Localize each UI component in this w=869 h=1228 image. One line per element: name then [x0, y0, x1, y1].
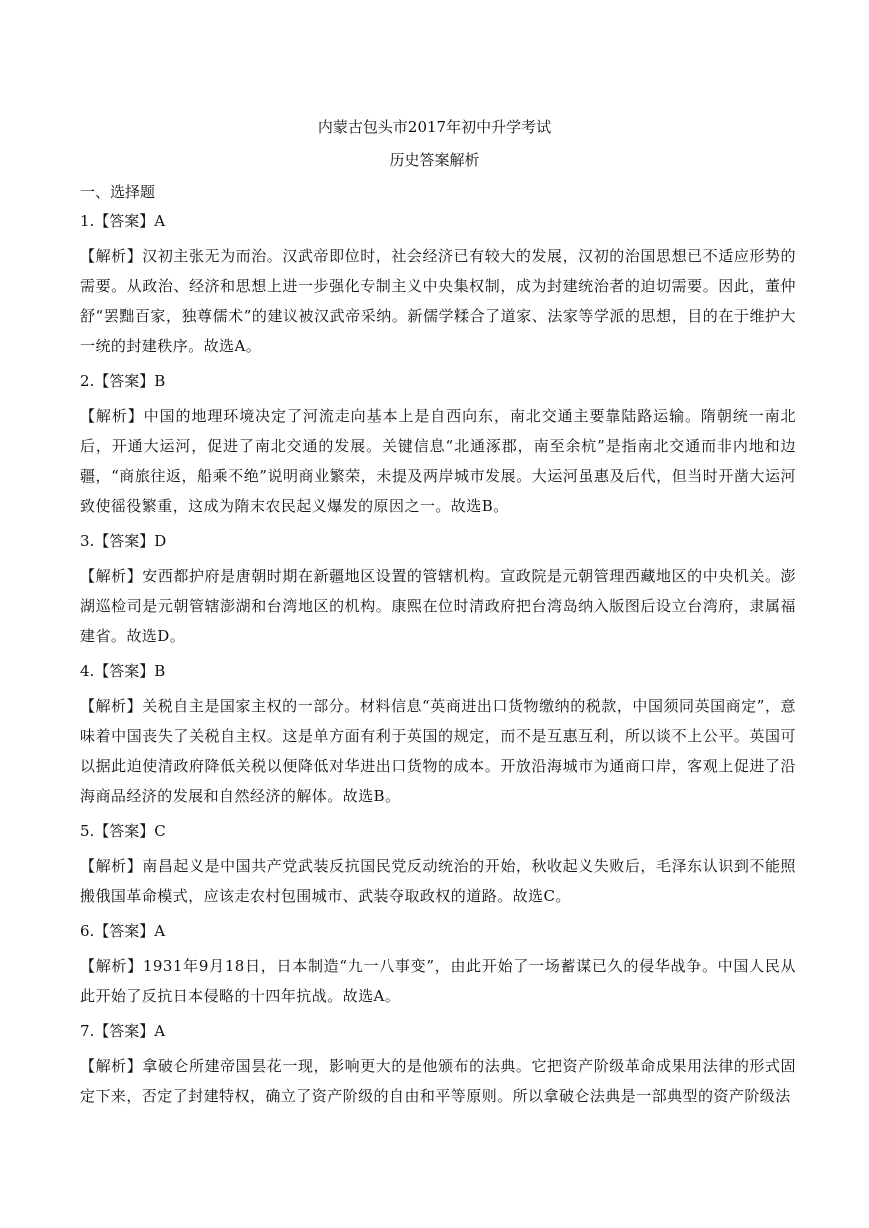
- explanation-paragraph: 【解析】中国的地理环境决定了河流走向基本上是自西向东，南北交通主要靠陆路运输。隋朝统一南北后，开通大运河，促进了南北交通的发展。关键信息“北通涿郡，南至余杭”是指南北交通而非内地和边疆，“商旅往返，船乘不绝”说明商业繁荣，未提及两岸城市发展。大运河虽惠及后代，但当时开凿大运河致使徭役繁重，这成为隋末农民起义爆发的原因之一。故选B。: [80, 407, 796, 515]
- explanation-paragraph: 【解析】拿破仑所建帝国昙花一现，影响更大的是他颁布的法典。它把资产阶级革命成果用法律的形式固定下来，否定了封建特权，确立了资产阶级的自由和平等原则。所以拿破仑法典是一部典型的资产阶级法: [80, 1057, 796, 1105]
- answer-line: 2.【答案】B: [80, 372, 166, 390]
- explanation-paragraph: 【解析】南昌起义是中国共产党武装反抗国民党反动统治的开始，秋收起义失败后，毛泽东认识到不能照搬俄国革命模式，应该走农村包围城市、武装夺取政权的道路。故选C。: [80, 857, 796, 905]
- section-heading: 一、选择题: [80, 183, 156, 201]
- document-subtitle: 历史答案解析: [389, 151, 480, 169]
- question-item: [80, 531, 796, 651]
- explanation-paragraph: 【解析】关税自主是国家主权的一部分。材料信息“英商进出口货物缴纳的税款，中国须同英国商定”，意味着中国丧失了关税自主权。这是单方面有利于英国的规定，而不是互惠互利，所以谈不上公平。英国可以据此迫使清政府降低关税以便降低对华进出口货物的成本。开放沿海城市为通商口岸，客观上促进了沿海商品经济的发展和自然经济的解体。故选B。: [80, 697, 796, 805]
- question-item: [80, 211, 796, 361]
- answer-line: 6.【答案】A: [80, 922, 166, 940]
- answer-line: 7.【答案】A: [80, 1022, 166, 1040]
- question-item: [80, 661, 796, 811]
- answer-line: 3.【答案】D: [80, 532, 167, 550]
- question-item: [80, 1021, 796, 1111]
- answer-line: 1.【答案】A: [80, 212, 166, 230]
- explanation-paragraph: 【解析】1931年9月18日，日本制造“九一八事变”，由此开始了一场蓄谋已久的侵华战争。中国人民从此开始了反抗日本侵略的十四年抗战。故选A。: [80, 957, 796, 1005]
- answer-line: 4.【答案】B: [80, 662, 166, 680]
- question-item: [80, 921, 796, 1011]
- explanation-paragraph: 【解析】安西都护府是唐朝时期在新疆地区设置的管辖机构。宣政院是元朝管理西藏地区的中央机关。澎湖巡检司是元朝管辖澎湖和台湾地区的机构。康熙在位时清政府把台湾岛纳入版图后设立台湾府，隶属福建省。故选D。: [80, 567, 796, 645]
- question-item: [80, 821, 796, 911]
- question-item: [80, 371, 796, 521]
- answer-line: 5.【答案】C: [80, 822, 166, 840]
- explanation-paragraph: 【解析】汉初主张无为而治。汉武帝即位时，社会经济已有较大的发展，汉初的治国思想已不适应形势的需要。从政治、经济和思想上进一步强化专制主义中央集权制，成为封建统治者的迫切需要。因此，董仲舒“罢黜百家，独尊儒术”的建议被汉武帝采纳。新儒学糅合了道家、法家等学派的思想，目的在于维护大一统的封建秩序。故选A。: [80, 247, 796, 355]
- document-title: 内蒙古包头市2017年初中升学考试: [317, 118, 552, 136]
- answer-list: [80, 211, 796, 1121]
